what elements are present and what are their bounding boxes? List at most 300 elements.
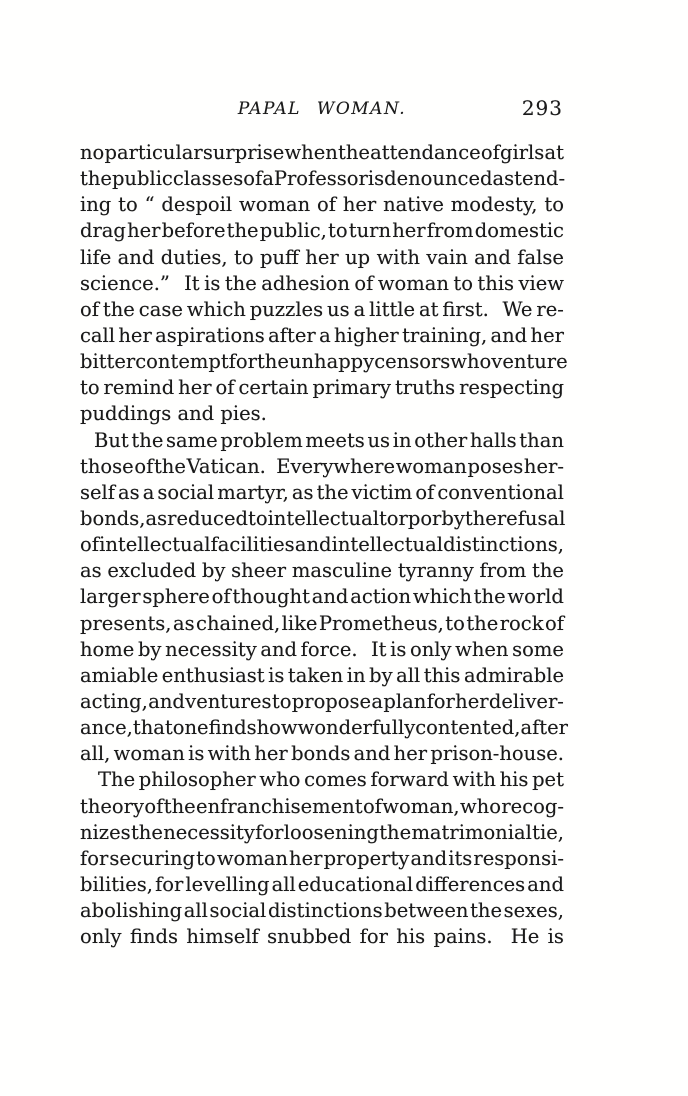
word: drag: [80, 219, 126, 243]
word: for: [228, 350, 257, 374]
word: social: [157, 480, 215, 504]
word: for: [426, 689, 455, 713]
word: and: [311, 585, 349, 609]
word: only: [80, 925, 122, 949]
word: and: [148, 689, 185, 713]
word: world: [507, 585, 564, 609]
word: in: [346, 663, 366, 687]
word: a: [353, 297, 366, 321]
word: to: [453, 271, 473, 295]
word: his: [396, 925, 426, 949]
word: victim: [351, 480, 413, 504]
word: ance,: [80, 716, 133, 740]
word: to: [196, 846, 216, 870]
word: snubbed: [267, 925, 352, 949]
word: particular: [104, 141, 203, 164]
word: of: [415, 480, 435, 504]
word: higher: [334, 323, 399, 347]
word: intellectual: [331, 533, 443, 557]
word: It: [184, 271, 200, 295]
word: all: [271, 872, 296, 896]
word: by: [369, 663, 393, 687]
word: all: [183, 899, 208, 923]
word: classes: [172, 167, 244, 191]
text-line: [80, 715, 568, 741]
word: and: [410, 846, 448, 870]
word: all,: [80, 742, 111, 766]
word: to: [445, 611, 465, 635]
word: larger: [80, 585, 141, 609]
word: property: [323, 846, 410, 870]
word: home: [80, 637, 135, 661]
word: science.”: [80, 271, 180, 295]
word: educational: [297, 872, 414, 896]
word: and: [117, 245, 155, 269]
word: distinctions,: [443, 533, 564, 557]
word: “: [144, 193, 155, 217]
word: which: [412, 585, 472, 609]
word: the: [338, 141, 370, 164]
word: rock: [499, 611, 544, 635]
word: as: [291, 480, 314, 504]
word: and: [294, 533, 332, 557]
text-line: puddings and pies.: [80, 402, 267, 426]
word: is: [367, 167, 385, 191]
word: the: [153, 454, 186, 478]
word: to: [544, 193, 564, 217]
word: her: [127, 219, 161, 243]
word: for: [255, 820, 284, 844]
text-line: [80, 245, 564, 271]
text-line: [80, 506, 564, 532]
word: when: [455, 637, 509, 661]
word: pet: [532, 768, 564, 792]
page-number: 293: [521, 96, 563, 120]
word: We: [502, 297, 533, 321]
word: propose: [291, 689, 372, 713]
word: respecting: [459, 376, 564, 400]
word: her: [118, 323, 152, 347]
word: necessity: [165, 637, 257, 661]
word: re-: [536, 297, 564, 321]
text-line: [80, 741, 564, 767]
word: It: [370, 637, 387, 661]
word: false: [517, 245, 564, 269]
word: truths: [394, 376, 456, 400]
word: of: [354, 271, 374, 295]
word: the: [464, 506, 497, 530]
word: how: [256, 716, 298, 740]
word: bonds: [291, 742, 351, 766]
word: contempt: [135, 350, 229, 374]
word: denounced: [384, 167, 493, 191]
word: problem: [220, 428, 303, 452]
word: primary: [312, 376, 391, 400]
word: reduced: [167, 506, 248, 530]
word: to: [271, 689, 292, 713]
word: tie,: [532, 820, 564, 844]
word: theory: [80, 794, 145, 818]
word: Everywhere: [276, 454, 396, 478]
text-block: [80, 140, 568, 950]
word: with: [207, 742, 251, 766]
word: securing: [109, 846, 196, 870]
word: by: [137, 637, 162, 661]
word: of: [480, 141, 500, 164]
word: despoil: [161, 193, 233, 217]
word: and: [260, 637, 298, 661]
word: public: [111, 167, 173, 191]
word: first.: [442, 297, 499, 321]
word: the: [470, 899, 502, 923]
word: plan: [383, 689, 427, 713]
word: case: [138, 297, 183, 321]
text-line: [80, 872, 564, 898]
word: her: [455, 689, 489, 713]
word: as: [172, 611, 195, 635]
word: sphere: [142, 585, 210, 609]
text-line: [80, 820, 564, 846]
word: to: [247, 506, 268, 530]
word: the: [131, 428, 164, 452]
word: woman: [395, 454, 467, 478]
word: differences: [415, 872, 526, 896]
word: with: [376, 245, 420, 269]
word: the: [163, 794, 196, 818]
word: sheer: [231, 559, 287, 583]
word: native: [383, 193, 444, 217]
word: comes: [304, 768, 367, 792]
word: no: [80, 141, 105, 164]
word: social: [209, 899, 267, 923]
word: presents,: [80, 611, 172, 635]
word: unhappy: [288, 350, 375, 374]
word: tend-: [514, 167, 566, 191]
paragraph: [80, 767, 564, 950]
word: the: [102, 297, 135, 321]
word: up: [345, 245, 371, 269]
word: her: [305, 245, 339, 269]
word: a: [371, 689, 384, 713]
word: that: [132, 716, 173, 740]
word: to: [234, 245, 254, 269]
word: venture: [491, 350, 568, 374]
text-line: [80, 898, 564, 924]
word: after: [268, 323, 316, 347]
word: of: [215, 376, 235, 400]
word: sexes,: [503, 899, 564, 923]
word: is: [268, 663, 285, 687]
word: only: [409, 637, 452, 661]
word: who: [459, 794, 501, 818]
word: woman: [239, 193, 311, 217]
word: bonds,: [80, 506, 146, 530]
word: loosening: [283, 820, 379, 844]
word: acting,: [80, 689, 148, 713]
word: some: [512, 637, 564, 661]
word: tyranny: [397, 559, 474, 583]
word: his: [499, 768, 529, 792]
word: distinctions: [267, 899, 383, 923]
word: contented,: [415, 716, 521, 740]
word: and: [353, 742, 391, 766]
word: its: [448, 846, 473, 870]
word: a: [319, 323, 331, 347]
word: the: [226, 219, 259, 243]
word: bilities,: [80, 872, 154, 896]
word: remind: [103, 376, 175, 400]
word: is: [390, 637, 407, 661]
word: of: [544, 611, 564, 635]
word: nizes: [80, 820, 131, 844]
word: turn: [348, 219, 392, 243]
word: after: [520, 716, 568, 740]
word: torpor: [378, 506, 442, 530]
word: facilities: [210, 533, 295, 557]
word: which: [186, 297, 246, 321]
text-line: [80, 428, 564, 454]
word: finds: [208, 716, 257, 740]
text-line: [80, 611, 564, 637]
word: The: [98, 768, 136, 792]
word: and: [527, 872, 564, 896]
word: her-: [523, 454, 564, 478]
word: and: [490, 323, 528, 347]
word: intellectual: [99, 533, 211, 557]
word: her: [342, 193, 377, 217]
word: force.: [300, 637, 368, 661]
word: the: [224, 271, 257, 295]
word: who: [259, 768, 301, 792]
word: is: [547, 925, 564, 949]
text-line: [80, 689, 564, 715]
word: for: [359, 925, 388, 949]
word: this: [477, 271, 515, 295]
word: self: [80, 480, 116, 504]
word: than: [519, 428, 564, 452]
word: between: [384, 899, 469, 923]
word: matrimonial: [411, 820, 532, 844]
word: for: [155, 872, 184, 896]
word: with: [452, 768, 496, 792]
text-line: [80, 375, 564, 401]
word: those: [80, 454, 134, 478]
word: finds: [129, 925, 179, 949]
word: prison-house.: [430, 742, 564, 766]
word: the: [379, 820, 412, 844]
word: philosopher: [138, 768, 256, 792]
word: same: [166, 428, 218, 452]
word: abolishing: [80, 899, 183, 923]
word: life: [80, 245, 112, 269]
text-line: [80, 532, 564, 558]
word: chained,: [196, 611, 281, 635]
word: to: [80, 376, 100, 400]
text-line: [80, 349, 568, 375]
word: intellectual: [267, 506, 379, 530]
word: action: [350, 585, 412, 609]
paragraph: [80, 428, 568, 768]
word: view: [518, 271, 564, 295]
word: poses: [467, 454, 524, 478]
word: pains.: [433, 925, 503, 949]
word: vain: [426, 245, 468, 269]
word: deliver-: [488, 689, 564, 713]
word: bitter: [80, 350, 136, 374]
word: necessity: [163, 820, 255, 844]
word: call: [80, 323, 116, 347]
text-line: [80, 323, 564, 349]
word: from: [479, 559, 527, 583]
word: training,: [402, 323, 488, 347]
word: of: [362, 794, 382, 818]
word: as: [80, 559, 102, 583]
word: excluded: [107, 559, 197, 583]
word: of: [80, 297, 99, 321]
word: responsi-: [473, 846, 564, 870]
word: of: [211, 585, 231, 609]
word: thought: [232, 585, 310, 609]
text-line: [80, 454, 564, 480]
word: as: [492, 167, 515, 191]
word: admirable: [463, 663, 564, 687]
word: little: [369, 297, 416, 321]
word: by: [201, 559, 226, 583]
word: her: [254, 742, 288, 766]
word: martyr,: [217, 480, 289, 504]
word: when: [284, 141, 338, 164]
word: public,: [259, 219, 327, 243]
word: duties,: [160, 245, 228, 269]
word: of: [316, 193, 336, 217]
word: like: [281, 611, 318, 635]
word: Professor: [273, 167, 368, 191]
word: He: [510, 925, 540, 949]
word: ventures: [185, 689, 272, 713]
word: for: [80, 846, 109, 870]
word: conventional: [437, 480, 564, 504]
word: domestic: [474, 219, 564, 243]
word: as: [145, 506, 168, 530]
word: certain: [238, 376, 309, 400]
text-line: [80, 218, 564, 244]
word: surprise: [202, 141, 285, 164]
word: aspirations: [155, 323, 265, 347]
word: adhesion: [261, 271, 350, 295]
word: to: [118, 193, 138, 217]
word: to: [328, 219, 348, 243]
word: as: [118, 480, 140, 504]
word: is: [204, 271, 221, 295]
word: meets: [305, 428, 365, 452]
word: all: [396, 663, 421, 687]
word: the: [80, 167, 112, 191]
word: in: [392, 428, 412, 452]
word: wonderfully: [297, 716, 416, 740]
text-line: [80, 271, 564, 297]
word: us: [327, 297, 350, 321]
page-header: [80, 96, 564, 122]
word: before: [161, 219, 226, 243]
word: modesty,: [450, 193, 538, 217]
word: her: [392, 219, 426, 243]
word: her: [393, 742, 428, 766]
text-line: [80, 584, 564, 610]
word: enthusiast: [161, 663, 265, 687]
word: But: [94, 428, 129, 452]
word: woman: [216, 846, 288, 870]
text-line: [80, 663, 564, 689]
word: of: [144, 794, 164, 818]
word: woman: [377, 271, 449, 295]
word: woman: [113, 742, 185, 766]
word: a: [262, 167, 274, 191]
word: at: [419, 297, 439, 321]
text-line: [80, 297, 564, 323]
word: her: [530, 323, 564, 347]
word: refusal: [496, 506, 566, 530]
text-line: [80, 924, 564, 950]
word: the: [130, 820, 163, 844]
word: a: [142, 480, 155, 504]
word: her: [289, 846, 323, 870]
text-line: [80, 166, 564, 192]
word: from: [426, 219, 474, 243]
word: the: [466, 611, 499, 635]
running-title: PAPAL WOMAN.: [237, 99, 407, 119]
word: the: [473, 585, 506, 609]
word: masculine: [291, 559, 393, 583]
word: amiable: [80, 663, 159, 687]
text-line: [80, 192, 564, 218]
word: by: [441, 506, 465, 530]
word: who: [450, 350, 492, 374]
word: taken: [287, 663, 344, 687]
word: of: [243, 167, 263, 191]
paragraph: [80, 140, 568, 428]
word: her: [178, 376, 212, 400]
word: Vatican.: [186, 454, 276, 478]
word: of: [80, 533, 99, 557]
text-line: [80, 140, 564, 166]
word: puzzles: [249, 297, 324, 321]
word: woman,: [382, 794, 460, 818]
text-line: [80, 767, 564, 793]
word: and: [474, 245, 511, 269]
word: us: [367, 428, 391, 452]
word: the: [256, 350, 289, 374]
word: halls: [469, 428, 517, 452]
word: ing: [80, 193, 112, 217]
word: censors: [374, 350, 451, 374]
word: himself: [186, 925, 259, 949]
word: levelling: [185, 872, 270, 896]
text-line: [80, 480, 564, 506]
word: Prometheus,: [318, 611, 444, 635]
word: girls: [499, 141, 545, 164]
word: the: [532, 559, 564, 583]
word: puff: [259, 245, 299, 269]
word: at: [544, 141, 564, 164]
word: this: [423, 663, 461, 687]
word: enfranchisement: [196, 794, 363, 818]
text-line: [80, 794, 564, 820]
word: forward: [370, 768, 449, 792]
word: the: [316, 480, 349, 504]
text-line: [80, 846, 564, 872]
word: recog-: [501, 794, 564, 818]
text-line: [80, 558, 564, 584]
